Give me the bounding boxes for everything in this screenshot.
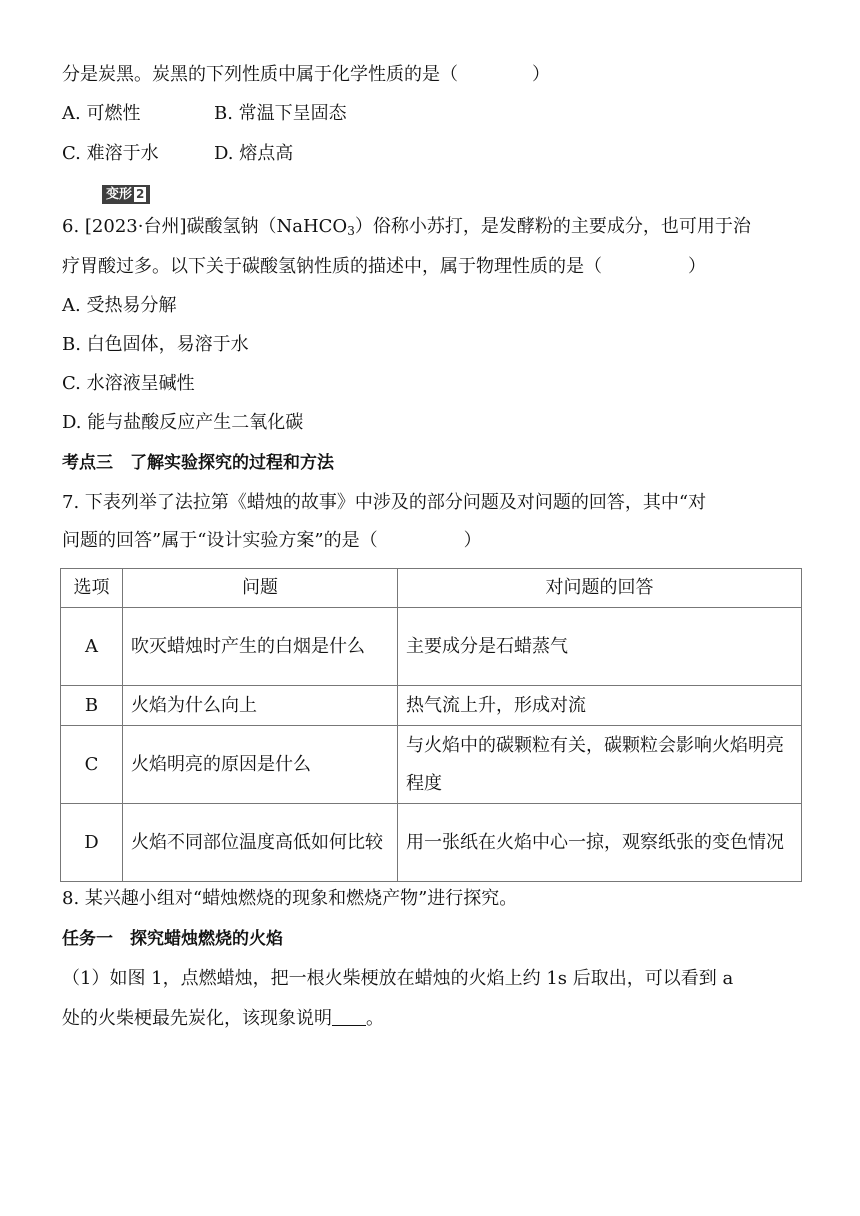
q6-option-b: B. 白色固体，易溶于水 (62, 334, 249, 355)
q6-subscript: 3 (347, 224, 355, 238)
row-option: C (61, 726, 123, 804)
row-question: 火焰不同部位温度高低如何比较 (123, 804, 398, 882)
q6-text-a: 6. [2023·台州]碳酸氢钠（NaHCO (62, 216, 348, 237)
q5-stem-close: ） (532, 64, 550, 85)
q5-option-d: D. 熔点高 (214, 143, 294, 164)
q6-stem-line2 (62, 254, 706, 280)
q7-stem-line1: 7. 下表列举了法拉第《蜡烛的故事》中涉及的部分问题及对问题的回答，其中“对 (62, 492, 707, 513)
fill-in-blank[interactable] (332, 1007, 366, 1026)
row-option: A (61, 608, 123, 686)
q7-table (60, 568, 802, 882)
row-question: 火焰明亮的原因是什么 (123, 726, 398, 804)
q7-line2-text: 问题的回答”属于“设计实验方案”的是（ (62, 530, 378, 551)
row-question: 火焰为什么向上 (123, 686, 398, 726)
row-option: B (61, 686, 123, 726)
table-header-row (61, 569, 802, 608)
variant-badge-label: 变形 (106, 187, 133, 202)
row-question: 吹灭蜡烛时产生的白烟是什么 (123, 608, 398, 686)
q5-option-b: B. 常温下呈固态 (214, 103, 347, 124)
section3-heading: 考点三 了解实验探究的过程和方法 (62, 453, 334, 473)
row-answer: 用一张纸在火焰中心一掠，观察纸张的变色情况 (398, 804, 802, 882)
q5-option-c: C. 难溶于水 (62, 143, 159, 164)
q6-line2-text: 疗胃酸过多。以下关于碳酸氢钠性质的描述中，属于物理性质的是（ (62, 256, 602, 277)
header-answer: 对问题的回答 (398, 569, 802, 608)
table-row (61, 804, 802, 882)
q6-option-a: A. 受热易分解 (62, 295, 177, 316)
variant-badge (102, 185, 150, 204)
q7-stem-line2 (62, 528, 482, 554)
q6-text-b: ）俗称小苏打，是发酵粉的主要成分，也可用于治 (354, 216, 751, 237)
header-option: 选项 (61, 569, 123, 608)
row-answer: 主要成分是石蜡蒸气 (398, 608, 802, 686)
q8-stem: 8. 某兴趣小组对“蜡烛燃烧的现象和燃烧产物”进行探究。 (62, 888, 518, 909)
q6-option-d: D. 能与盐酸反应产生二氧化碳 (62, 412, 304, 433)
q8-sub1-line2 (62, 1006, 384, 1032)
row-answer: 热气流上升，形成对流 (398, 686, 802, 726)
q5-stem (62, 62, 550, 88)
row-option: D (61, 804, 123, 882)
q6-line2-close: ） (688, 256, 706, 277)
q8-sub1-line1: （1）如图 1，点燃蜡烛，把一根火柴梗放在蜡烛的火焰上约 1s 后取出，可以看到 a (62, 968, 734, 989)
table-row (61, 686, 802, 726)
q5-option-a: A. 可燃性 (62, 103, 141, 124)
q5-stem-text: 分是炭黑。炭黑的下列性质中属于化学性质的是（ (62, 64, 458, 85)
variant-badge-number: 2 (136, 187, 145, 201)
q6-stem-line1 (62, 214, 751, 244)
task1-heading: 任务一 探究蜡烛燃烧的火焰 (62, 929, 283, 949)
header-question: 问题 (123, 569, 398, 608)
table-row (61, 608, 802, 686)
row-answer: 与火焰中的碳颗粒有关，碳颗粒会影响火焰明亮程度 (398, 726, 802, 804)
q6-option-c: C. 水溶液呈碱性 (62, 373, 195, 394)
q8-sub1-text: 处的火柴梗最先炭化，该现象说明 (62, 1008, 332, 1029)
table-row (61, 726, 802, 804)
q7-line2-close: ） (463, 530, 482, 551)
q8-sub1-end: 。 (366, 1008, 384, 1029)
